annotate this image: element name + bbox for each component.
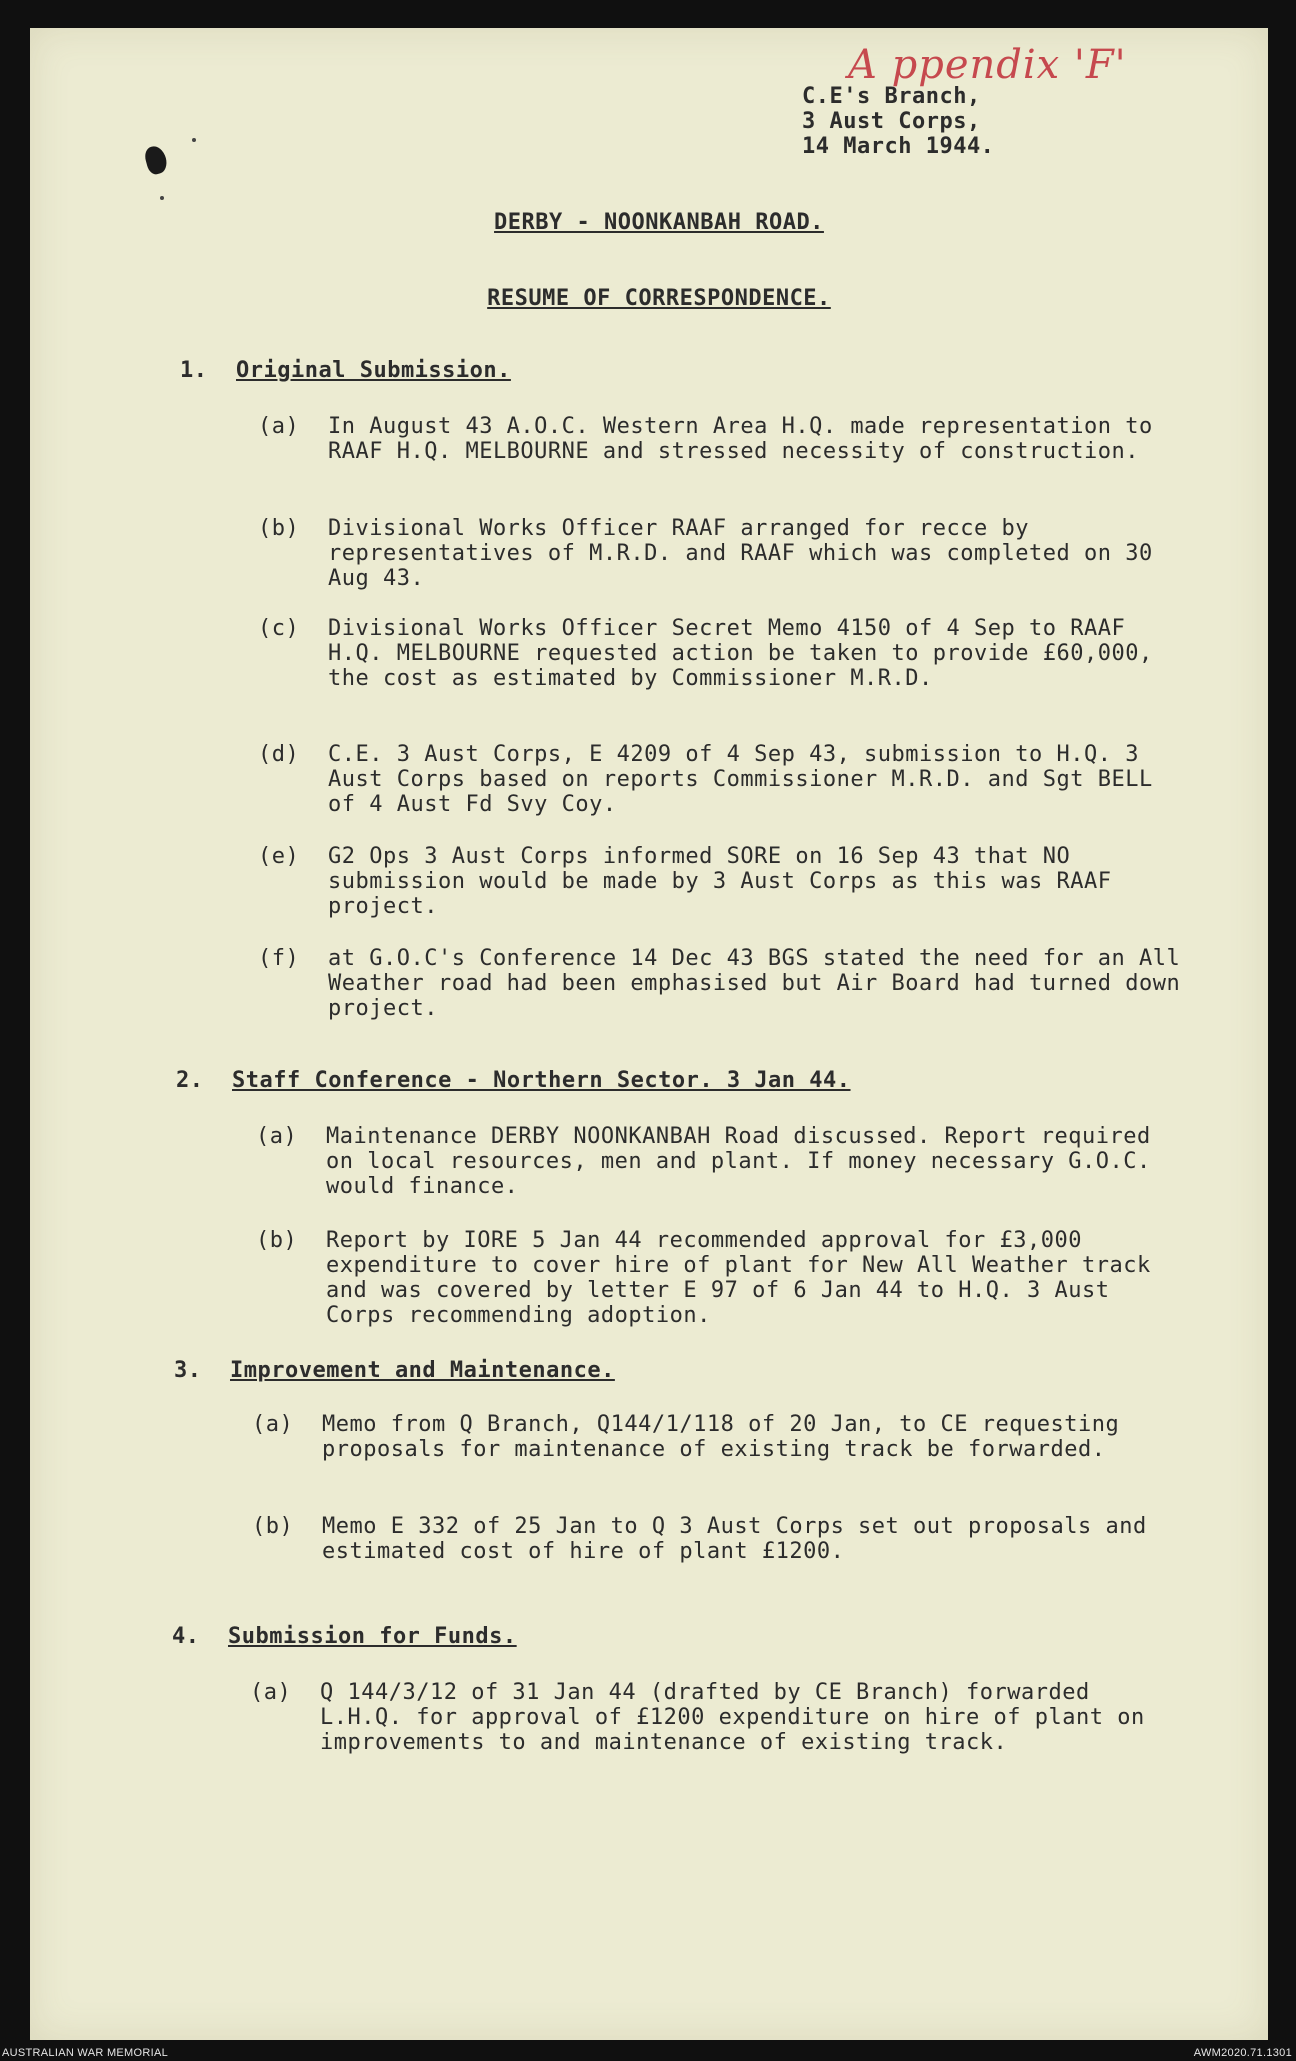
section-title: Original Submission. — [236, 358, 511, 383]
item-text: Report by IORE 5 Jan 44 recommended approval for £3,000 expenditure to cover hire of plant for New All Weather track and was covered by letter E 97 of 6 Jan 44 to H.Q. 3 Aust Corps recommending adoption. — [326, 1228, 1151, 1328]
item-text: Divisional Works Officer RAAF arranged for recce by representatives of M.R.D. and RAAF which was completed on 30 Aug 43. — [328, 516, 1153, 591]
item-text: Q 144/3/12 of 31 Jan 44 (drafted by CE Branch) forwarded L.H.Q. for approval of £1200 expenditure on hire of plant on improvements to and maintenance of existing track. — [320, 1680, 1145, 1755]
section-number: 4. — [172, 1624, 200, 1649]
item-label: (a) — [250, 1680, 292, 1705]
item-text: G2 Ops 3 Aust Corps informed SORE on 16 Sep 43 that NO submission would be made by 3 Aust Corps as this was RAAF project. — [328, 844, 1112, 919]
item-label: (a) — [258, 414, 300, 439]
letterhead-block — [802, 84, 994, 159]
item-text: Memo from Q Branch, Q144/1/118 of 20 Jan, to CE requesting proposals for maintenance of existing track be forwarded. — [322, 1412, 1120, 1462]
item-label: (e) — [258, 844, 300, 869]
item-label: (b) — [252, 1514, 294, 1539]
item-label: (c) — [258, 616, 300, 641]
archive-reference: AWM2020.71.1301 — [1193, 2047, 1292, 2059]
item-label: (b) — [258, 516, 300, 541]
item-label: (d) — [258, 742, 300, 767]
section-title: Staff Conference - Northern Sector. 3 Jan 44. — [232, 1068, 851, 1093]
section-number: 3. — [174, 1358, 202, 1383]
item-label: (f) — [258, 946, 300, 971]
item-text: Divisional Works Officer Secret Memo 4150 of 4 Sep to RAAF H.Q. MELBOURNE requested action be taken to provide £60,000, the cost as estimated by Commissioner M.R.D. — [328, 616, 1153, 691]
document-title: DERBY - NOONKANBAH ROAD. — [494, 210, 824, 235]
header-branch: C.E's Branch, — [802, 84, 981, 109]
header-date: 14 March 1944. — [802, 134, 995, 159]
item-text: C.E. 3 Aust Corps, E 4209 of 4 Sep 43, submission to H.Q. 3 Aust Corps based on reports Commissioner M.R.D. and Sgt BELL of 4 Aust Fd Svy Coy. — [328, 742, 1153, 817]
section-title: Improvement and Maintenance. — [230, 1358, 615, 1383]
document-page — [30, 28, 1268, 2040]
header-corps: 3 Aust Corps, — [802, 109, 981, 134]
item-label: (a) — [256, 1124, 298, 1149]
item-text: at G.O.C's Conference 14 Dec 43 BGS stated the need for an All Weather road had been emphasised but Air Board had turned down project. — [328, 946, 1181, 1021]
item-label: (a) — [252, 1412, 294, 1437]
ink-blot — [143, 144, 170, 176]
item-text: Memo E 332 of 25 Jan to Q 3 Aust Corps set out proposals and estimated cost of hire of plant £1200. — [322, 1514, 1147, 1564]
ink-speck — [160, 196, 164, 200]
archive-credit: AUSTRALIAN WAR MEMORIAL — [2, 2047, 169, 2059]
item-text: Maintenance DERBY NOONKANBAH Road discussed. Report required on local resources, men and plant. If money necessary G.O.C. would finance. — [326, 1124, 1151, 1199]
handwritten-annotation: A ppendix 'F' — [848, 42, 1127, 88]
ink-speck — [192, 138, 196, 142]
item-text: In August 43 A.O.C. Western Area H.Q. made representation to RAAF H.Q. MELBOURNE and stressed necessity of construction. — [328, 414, 1153, 464]
section-title: Submission for Funds. — [228, 1624, 517, 1649]
section-number: 1. — [180, 358, 208, 383]
section-number: 2. — [176, 1068, 204, 1093]
item-label: (b) — [256, 1228, 298, 1253]
document-subtitle: RESUME OF CORRESPONDENCE. — [487, 286, 831, 311]
